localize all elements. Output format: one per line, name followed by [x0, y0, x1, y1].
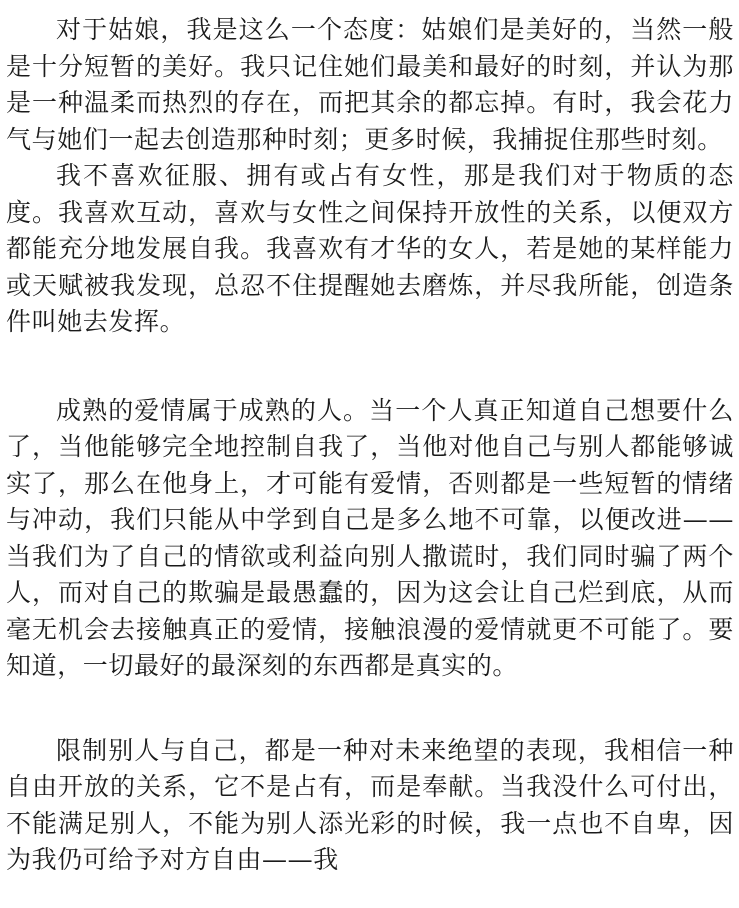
paragraph-3: 成熟的爱情属于成熟的人。当一个人真正知道自己想要什么了，当他能够完全地控制自我了，当他对他自己与别人都能够诚实了，那么在他身上，才可能有爱情，否则都是一些短暂的情绪与冲动，我们只能从中学到自己是多么地不可靠，以便改进——当我们为了自己的情欲或利益向别人撒谎时，我们同时骗了两个人，而对自己的欺骗是最愚蠢的，因为这会让自己烂到底，从而毫无机会去接触真正的爱情，接触浪漫的爱情就更不可能了。要知道，一切最好的最深刻的东西都是真实的。 — [6, 395, 734, 680]
paragraph-1: 对于姑娘，我是这么一个态度：姑娘们是美好的，当然一般是十分短暂的美好。我只记住她们最美和最好的时刻，并认为那是一种温柔而热烈的存在，而把其余的都忘掉。有时，我会花力气与她们一起去创造那种时刻；更多时候，我捕捉住那些时刻。 — [6, 15, 734, 154]
paragraph-4: 限制别人与自己，都是一种对未来绝望的表现，我相信一种自由开放的关系，它不是占有，而是奉献。当我没什么可付出，不能满足别人，不能为别人添光彩的时候，我一点也不自卑，因为我仍可给予对方自由——我 — [6, 735, 734, 874]
document-page — [6, 12, 734, 879]
paragraph-2: 我不喜欢征服、拥有或占有女性，那是我们对于物质的态度。我喜欢互动，喜欢与女性之间保持开放性的关系，以便双方都能充分地发展自我。我喜欢有才华的女人，若是她的某样能力或天赋被我发现，总忍不住提醒她去磨炼，并尽我所能，创造条件叫她去发挥。 — [6, 161, 734, 336]
